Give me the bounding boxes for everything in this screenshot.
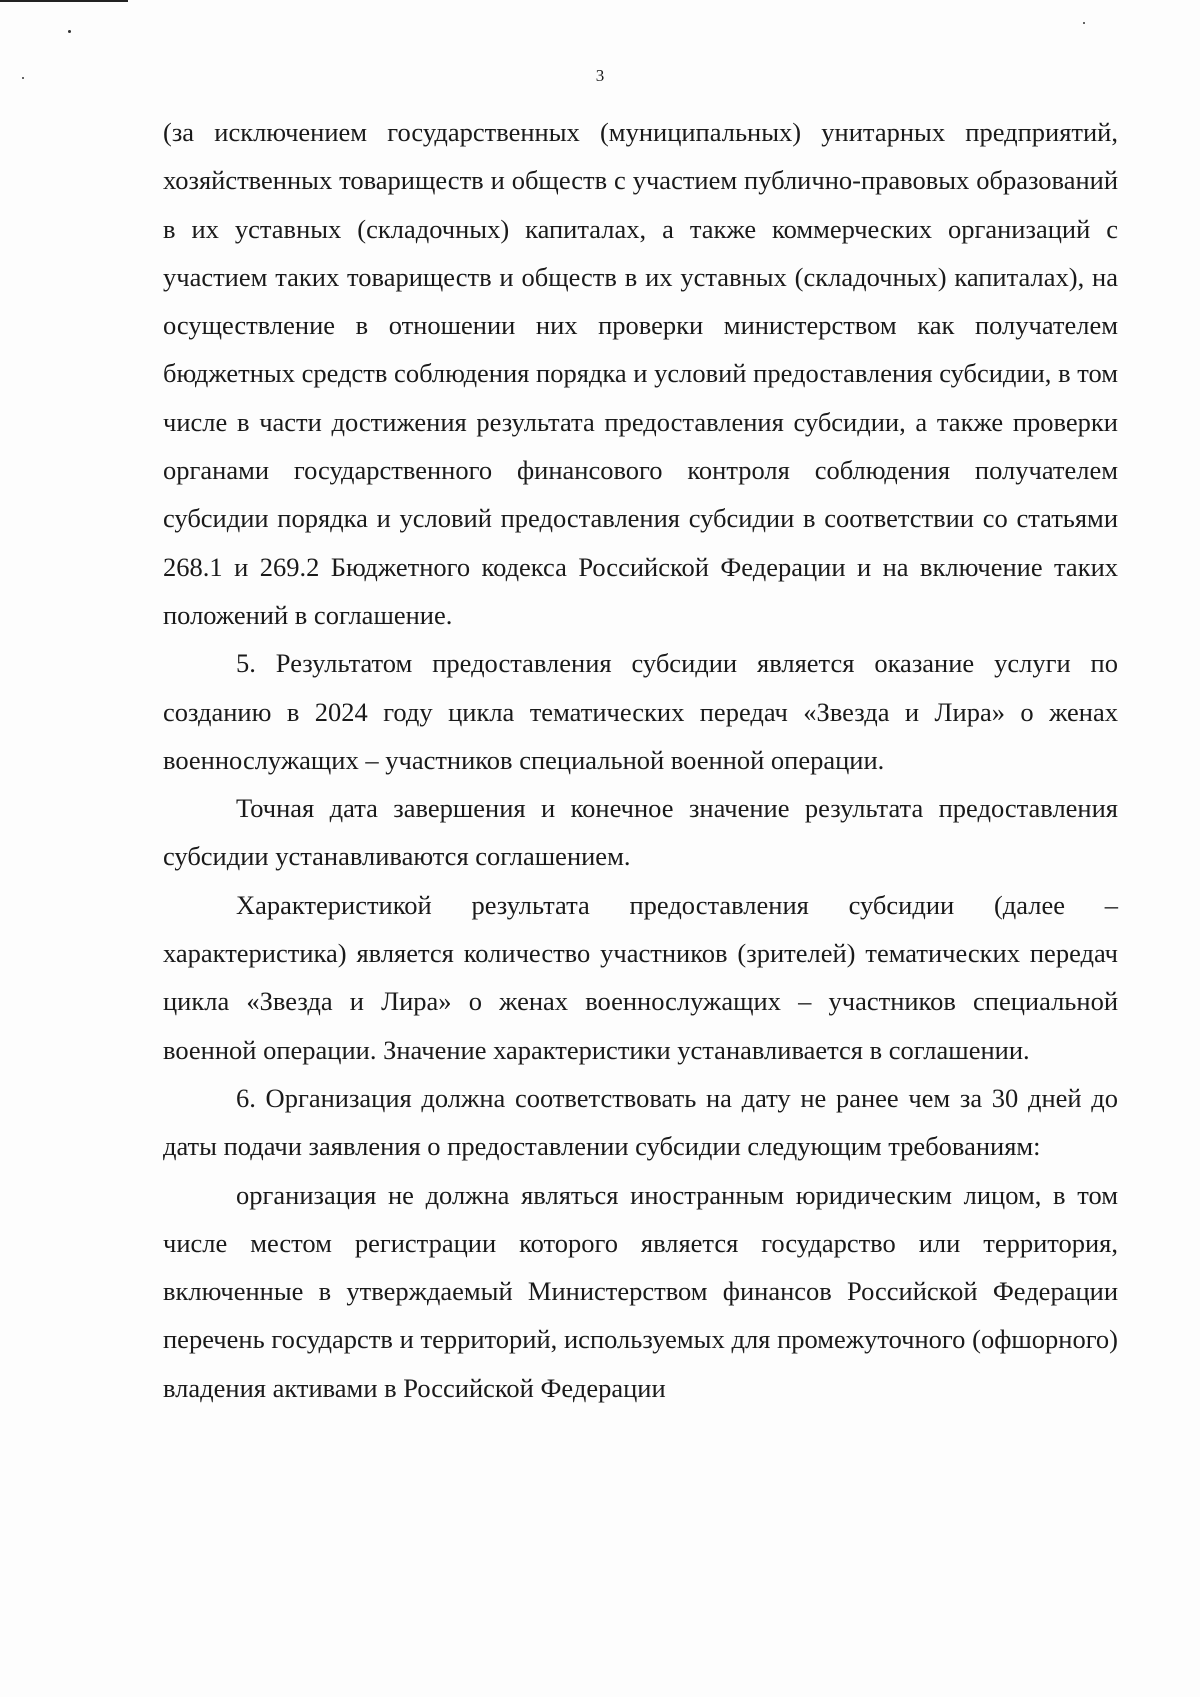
paragraph-characteristic: Характеристикой результата предоставления субсидии (далее – характеристика) является количество участников (зрителей) тематических передач цикла «Звезда и Лира» о женах военнослужащих – участников специальной военной операции. Значение характеристики устанавливается в соглашении.: [163, 889, 1118, 1065]
scan-speck: [68, 30, 71, 33]
document-body: [163, 108, 1118, 1412]
scan-artifact-line: [0, 0, 128, 2]
paragraph-item-6: 6. Организация должна соответствовать на дату не ранее чем за 30 дней до даты подачи заявления о предоставлении субсидии следующим требованиям:: [163, 1082, 1118, 1162]
scan-speck: [1083, 22, 1085, 24]
paragraph-result-date: Точная дата завершения и конечное значение результата предоставления субсидии устанавливаются соглашением.: [163, 793, 1118, 872]
paragraph-continuation: (за исключением государственных (муниципальных) унитарных предприятий, хозяйственных товариществ и обществ с участием публично-правовых образований в их уставных (складочных) капиталах, а также коммерческих организаций с участием таких товариществ и обществ в их уставных (складочных) капиталах), на осуществление в отношении них проверки министерством как получателем бюджетных средств соблюдения порядка и условий предоставления субсидии, в том числе в части достижения результата предоставления субсидии, а также проверки органами государственного финансового контроля соблюдения получателем субсидии порядка и условий предоставления субсидии в соответствии со статьями 268.1 и 269.2 Бюджетного кодекса Российской Федерации и на включение таких положений в соглашение.: [163, 117, 1118, 630]
paragraph-item-5: 5. Результатом предоставления субсидии является оказание услуги по созданию в 2024 году цикла тематических передач «Звезда и Лира» о женах военнослужащих – участников специальной военной операции.: [163, 648, 1118, 775]
paragraph-requirement: организация не должна являться иностранным юридическим лицом, в том числе местом регистрации которого является государство или территория, включенные в утверждаемый Министерством финансов Российской Федерации перечень государств и территорий, используемых для промежуточного (офшорного) владения активами в Российской Федерации: [163, 1179, 1118, 1403]
page-number: 3: [595, 66, 605, 85]
